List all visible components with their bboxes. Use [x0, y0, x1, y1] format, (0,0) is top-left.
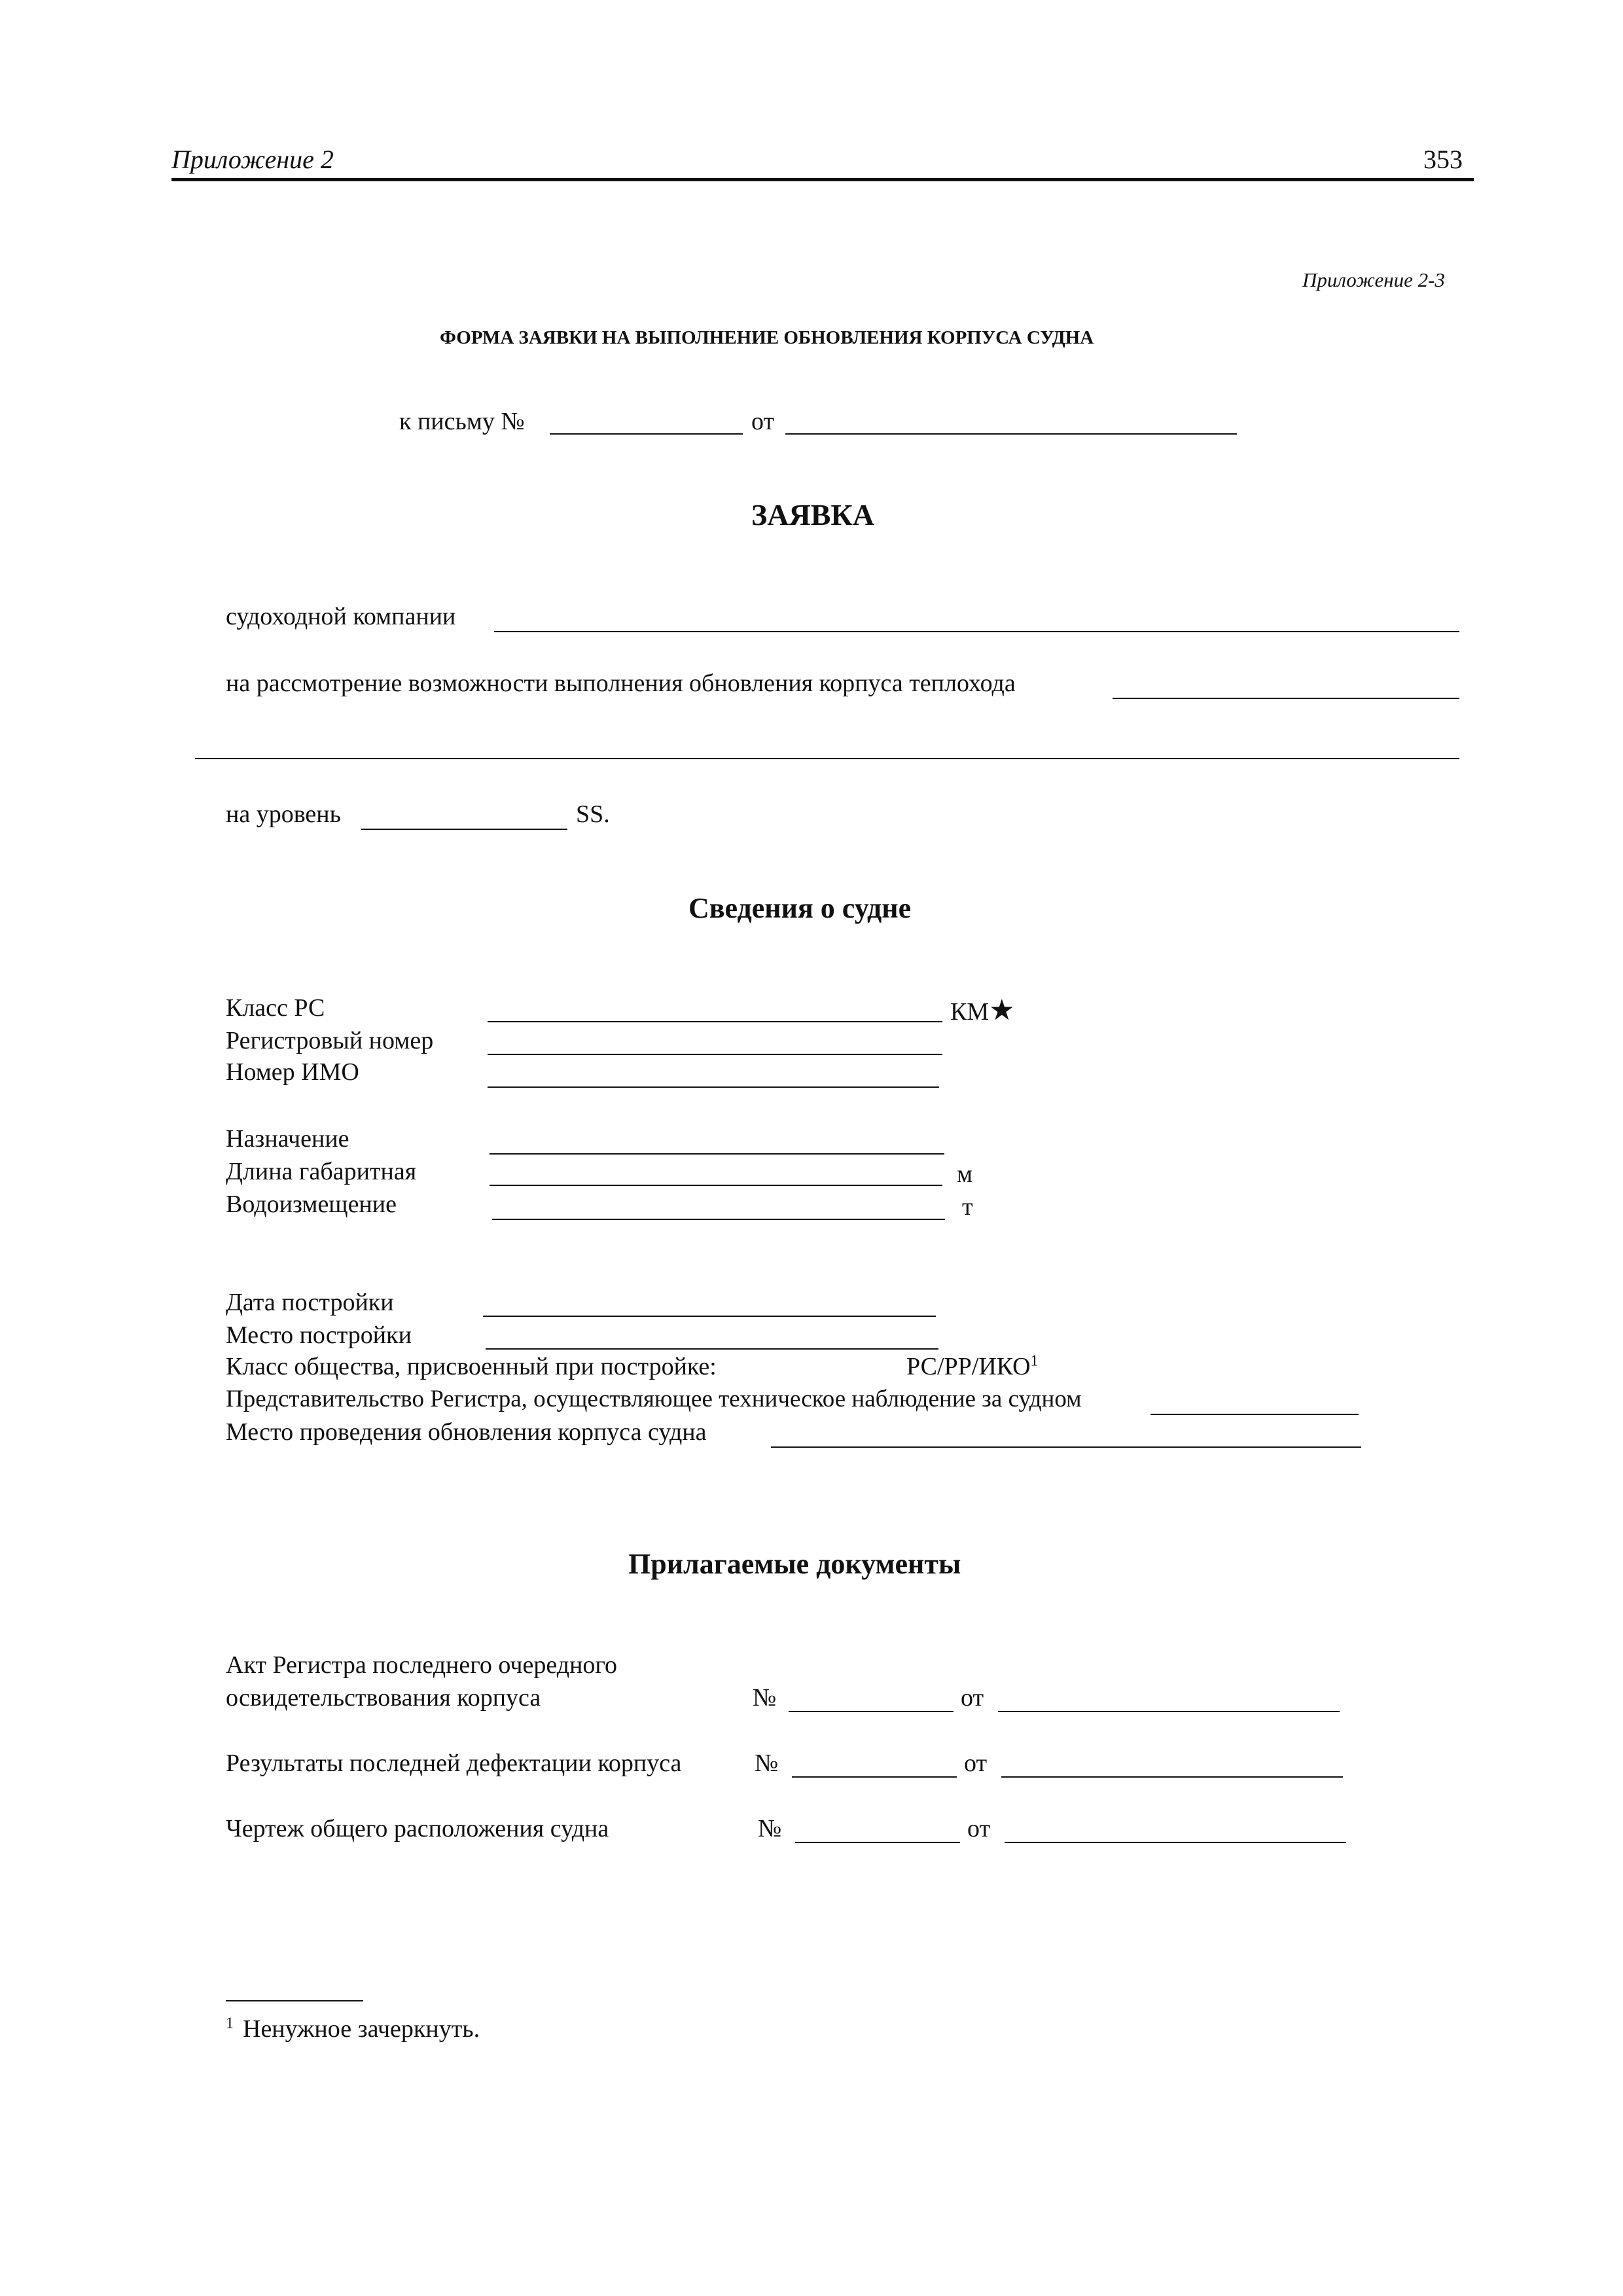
footnote	[226, 2015, 480, 2043]
class-field[interactable]	[488, 1021, 942, 1022]
document-2-number-label: №	[755, 1749, 779, 1777]
register-branch-label: Представительство Регистра, осуществляющее техническое наблюдение за судном	[226, 1386, 1082, 1412]
level-suffix: SS.	[576, 800, 610, 828]
ship-info-heading: Сведения о судне	[688, 892, 912, 924]
document-2-label: Результаты последней дефектации корпуса	[226, 1749, 682, 1777]
document-1-line2: освидетельствования корпуса	[226, 1684, 541, 1712]
document-1-number-field[interactable]	[789, 1711, 954, 1712]
document-1-date-label: от	[961, 1684, 984, 1712]
reg-number-field[interactable]	[488, 1054, 942, 1055]
form-title: ФОРМА ЗАЯВКИ НА ВЫПОЛНЕНИЕ ОБНОВЛЕНИЯ КОРПУСА СУДНА	[440, 327, 1094, 348]
footnote-separator	[226, 2000, 363, 2001]
letter-date-field[interactable]	[785, 433, 1237, 435]
running-header-title: Приложение 2	[171, 145, 334, 174]
document-3-number-label: №	[758, 1815, 782, 1842]
documents-heading: Прилагаемые документы	[628, 1548, 961, 1580]
appendix-reference: Приложение 2-3	[1302, 268, 1445, 291]
document-3-date-field[interactable]	[1005, 1842, 1346, 1843]
level-field[interactable]	[361, 829, 567, 830]
document-1-number-label: №	[753, 1684, 777, 1712]
footnote-reference: 1	[1030, 1352, 1039, 1370]
document-2-date-label: от	[964, 1749, 988, 1777]
imo-number-label: Номер ИМО	[226, 1058, 359, 1086]
letter-date-label: от	[751, 408, 775, 435]
length-field[interactable]	[490, 1185, 942, 1186]
build-date-label: Дата постройки	[226, 1289, 394, 1316]
document-1-line1: Акт Регистра последнего очередного	[226, 1651, 618, 1679]
document-2-date-field[interactable]	[1001, 1776, 1343, 1778]
letter-number-field[interactable]	[550, 433, 743, 435]
register-branch-field[interactable]	[1150, 1414, 1359, 1415]
ship-name-field[interactable]	[1113, 698, 1459, 699]
length-label: Длина габаритная	[226, 1158, 417, 1185]
star-icon: ★	[989, 994, 1015, 1027]
renewal-place-field[interactable]	[771, 1446, 1361, 1448]
class-label: Класс РС	[226, 994, 325, 1022]
page-title: ЗАЯВКА	[751, 498, 874, 531]
footnote-text: Ненужное зачеркнуть.	[243, 2015, 480, 2043]
purpose-label: Назначение	[226, 1125, 349, 1153]
header-rule	[171, 178, 1474, 181]
document-3-number-field[interactable]	[795, 1842, 960, 1843]
displacement-field[interactable]	[492, 1219, 945, 1220]
purpose-field[interactable]	[490, 1153, 944, 1155]
footnote-mark: 1	[226, 2015, 234, 2032]
request-continuation-field[interactable]	[195, 758, 1459, 759]
build-place-label: Место постройки	[226, 1321, 412, 1349]
society-class-options	[906, 1352, 1039, 1381]
renewal-place-label: Место проведения обновления корпуса судна	[226, 1418, 707, 1446]
displacement-unit: т	[962, 1193, 973, 1221]
document-1-date-field[interactable]	[998, 1711, 1340, 1712]
class-suffix	[950, 994, 1015, 1027]
imo-number-field[interactable]	[488, 1086, 939, 1088]
society-class-options-text: РС/РР/ИКО	[906, 1353, 1031, 1380]
document-3-date-label: от	[967, 1815, 991, 1842]
level-label: на уровень	[226, 800, 341, 828]
request-label: на рассмотрение возможности выполнения обновления корпуса теплохода	[226, 670, 1016, 697]
company-label: судоходной компании	[226, 603, 456, 630]
build-date-field[interactable]	[483, 1316, 936, 1317]
reg-number-label: Регистровый номер	[226, 1027, 434, 1054]
build-place-field[interactable]	[486, 1348, 938, 1350]
document-2-number-field[interactable]	[792, 1776, 957, 1778]
displacement-label: Водоизмещение	[226, 1191, 397, 1218]
class-suffix-text: КМ	[950, 998, 990, 1026]
length-unit: м	[957, 1160, 973, 1188]
society-class-label: Класс общества, присвоенный при постройке:	[226, 1353, 717, 1380]
page-number: 353	[1423, 145, 1463, 174]
document-3-label: Чертеж общего расположения судна	[226, 1815, 609, 1842]
letter-number-label: к письму №	[399, 408, 525, 435]
company-field[interactable]	[494, 631, 1459, 632]
